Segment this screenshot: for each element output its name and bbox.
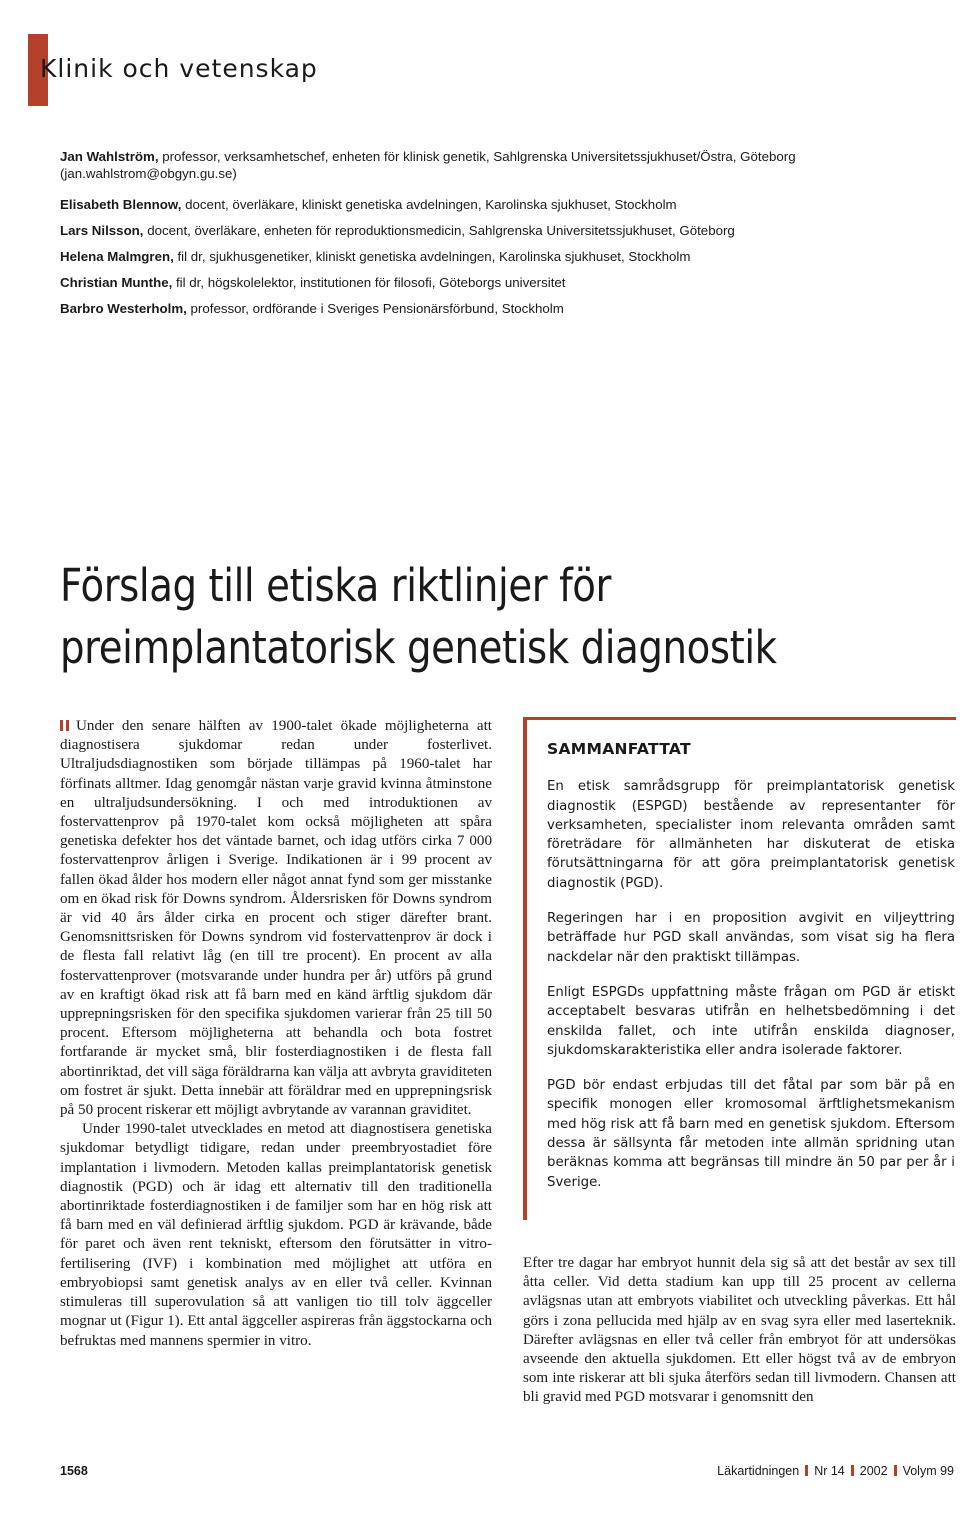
author-name: Barbro Westerholm,	[60, 301, 187, 316]
summary-paragraph: En etisk samrådsgrupp för preimplantatorisk genetisk diagnostik (ESPGD) bestående av representanter för verksamheten, specialister inom relevanta områden samt företrädare för allmänheten har diskuterat de etiska förutsättningarna för att göra preimplantatorisk genetisk diagnostik (PGD).	[547, 779, 955, 891]
summary-paragraph: PGD bör endast erbjudas till det fåtal par som bär på en specifik monogen eller kromosomal ärftlighetsmekanism med hög risk att få barn med en genetisk sjukdom. Eftersom dessa är sällsynta får metoden inte allmän spridning utan beräknas komma att begränsas till mindre än 50 par per år i Sverige.	[547, 1078, 955, 1190]
author-affiliation: docent, överläkare, enheten för reproduktionsmedicin, Sahlgrenska Universitetssjukhuset, Göteborg	[143, 223, 735, 238]
body-paragraph-text: Under den senare hälften av 1900-talet ökade möjligheterna att diagnostisera sjukdomar redan under fosterlivet. Ultraljudsdiagnostiken som började tillämpas på 1960-talet har förfinats alltmer. Idag genomgår nästan varje gravid kvinna åtminstone en ultraljudsundersökning. I och med introduktionen av fostervattenprov på 1970-talet kom också möjligheten att spåra genetiska defekter hos det väntade barnet, och idag utförs cirka 7 000 fostervattenprov årligen i Sverige. Indikationen är i 99 procent av fallen ökad ålder hos modern eller något annat fynd som ger misstanke om en ökad risk för Downs syndrom. Åldersrisken för Downs syndrom är vid 40 års ålder cirka en procent och stiger därefter brant. Genomsnittsrisken för Downs syndrom vid fostervattenprov är dock i de flesta fall relativt låg (en till tre procent). En procent av alla fostervattenprover (motsvarande under hundra per år) utförs på grund av en kraftigt ökad risk att få barn med en känd ärftlig sjukdom där upprepningsrisken för den specifika sjukdomen varierar från 25 till 50 procent. Eftersom möjligheterna att behandla och bota fostret fortfarande är mycket små, blir fosterdiagnostiken i de flesta fall abortinriktad, det vill säga föräldrarna kan välja att avbryta graviditeten om fostret är sjukt. Detta innebär att föräldrar med en upprepningsrisk på 50 procent riskerar ett möjligt avbrytande av varannan graviditet.	[60, 718, 492, 1119]
body-paragraph: Under 1990-talet utvecklades en metod att diagnostisera genetiska sjukdomar betydligt tidigare, redan under preembryostadiet före implantation i livmodern. Metoden kallas preimplantatorisk genetisk diagnostik (PGD) och är idag ett alternativ till den traditionella abortinriktade fosterdiagnostiken i de familjer som har en hög risk att få barn med en väl definierad ärftlig sjukdom. PGD är krävande, både för paret och även rent tekniskt, eftersom den förutsätter in vitro-fertilisering (IVF) i kombination med möjlighet att utföra en embryobiopsi samt genetisk analys av en eller två celler. Kvinnan stimuleras till superovulation så att vanligen tio till tolv äggceller mognar ut (Figur 1). Ett antal äggceller aspireras från äggstockarna och befruktas med mannens spermier in vitro.	[60, 1121, 492, 1349]
author-entry	[60, 192, 940, 218]
footer-separator	[805, 1465, 808, 1476]
author-entry	[60, 296, 940, 322]
summary-title: SAMMANFATTAT	[547, 740, 691, 758]
author-name: Helena Malmgren,	[60, 249, 174, 264]
footer-separator	[851, 1465, 854, 1476]
section-title	[40, 54, 318, 83]
journal-name: Läkartidningen	[717, 1464, 800, 1478]
article-headline	[60, 555, 825, 679]
author-name: Christian Munthe,	[60, 275, 173, 290]
author-entry	[60, 270, 940, 296]
author-list	[60, 148, 940, 322]
author-entry	[60, 148, 940, 165]
section-title-initial: K	[40, 54, 58, 83]
headline-line-2: preimplantatorisk genetisk diagnostik	[60, 621, 777, 674]
author-affiliation: fil dr, sjukhusgenetiker, kliniskt genetiska avdelningen, Karolinska sjukhuset, Stockholm	[173, 249, 691, 264]
author-affiliation: professor, ordförande i Sveriges Pensionärsförbund, Stockholm	[186, 301, 564, 316]
author-affiliation: docent, överläkare, kliniskt genetiska avdelningen, Karolinska sjukhuset, Stockholm	[181, 197, 677, 212]
author-entry	[60, 218, 940, 244]
body-column-left	[60, 717, 492, 1351]
body-paragraph: Efter tre dagar har embryot hunnit dela sig så att det består av sex till åtta celler. Vid detta stadium kan upp till 25 procent av cellerna avlägsnas utan att embryots viabilitet och utveckling påverkas. Ett hål görs i zona pellucida med hjälp av en svag syra eller med laserteknik. Därefter avlägsnas en eller två celler från embryot för att undersökas avseende den aktuella sjukdomen. Ett eller högst två av de embryon som inte riskerar att bli sjuka återförs sedan till livmodern. Chansen att bli gravid med PGD motsvarar i genomsnitt den	[523, 1255, 956, 1406]
author-email[interactable]: (jan.wahlstrom@obgyn.gu.se)	[60, 166, 237, 181]
journal-footer	[717, 1464, 954, 1478]
page-number: 1568	[60, 1464, 88, 1478]
author-name: Lars Nilsson,	[60, 223, 144, 238]
section-title-rest: linik och vetenskap	[57, 54, 318, 83]
summary-box	[523, 717, 956, 1220]
section-header	[28, 34, 318, 106]
author-affiliation: professor, verksamhetschef, enheten för klinisk genetik, Sahlgrenska Universitetssjukhuset/Östra, Göteborg	[158, 149, 796, 164]
author-name: Jan Wahlström,	[60, 149, 159, 164]
author-entry	[60, 244, 940, 270]
author-affiliation: fil dr, högskolelektor, institutionen för filosofi, Göteborgs universitet	[172, 275, 566, 290]
body-paragraph	[60, 717, 492, 1120]
author-name: Elisabeth Blennow,	[60, 197, 182, 212]
paragraph-start-marker-icon	[60, 720, 70, 731]
journal-volume: Volym 99	[902, 1464, 954, 1478]
summary-paragraph: Enligt ESPGDs uppfattning måste frågan om PGD är etiskt acceptabelt besvaras utifrån en helhetsbedömning i det enskilda fallet, och inte utifrån enskilda diagnoser, sjukdomskarakteristika eller andra isolerade faktorer.	[547, 984, 955, 1058]
summary-content	[547, 740, 955, 1208]
journal-issue: Nr 14	[814, 1464, 845, 1478]
summary-paragraph: Regeringen har i en proposition avgivit en viljeyttring beträffade hur PGD skall användas, som visat sig ha flera nackdelar när den praktiskt tillämpas.	[547, 911, 955, 965]
summary-accent-rule	[523, 720, 527, 1220]
footer-separator	[894, 1465, 897, 1476]
journal-year: 2002	[859, 1464, 888, 1478]
headline-line-1: Förslag till etiska riktlinjer för	[60, 559, 611, 612]
body-column-right	[523, 1254, 956, 1408]
